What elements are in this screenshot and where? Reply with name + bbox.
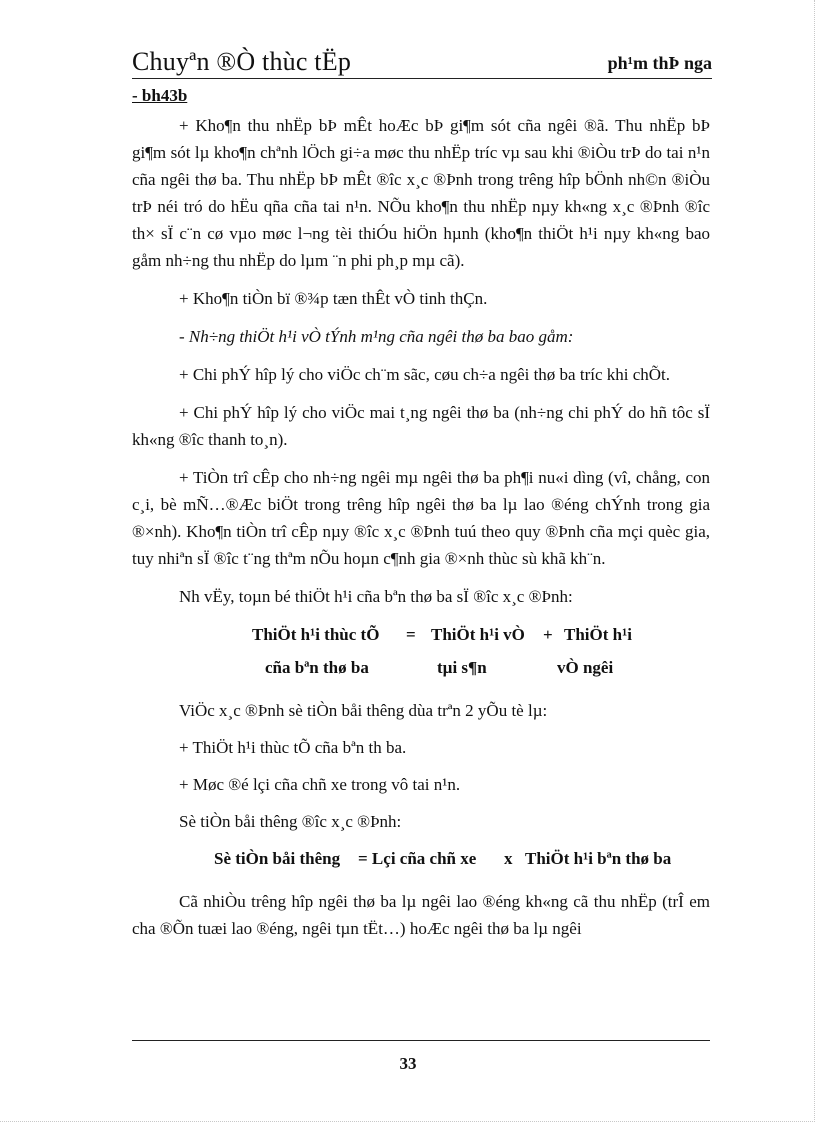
paragraph-allowance: + TiÒn trî cÊp cho nh÷ng ngêi mµ ngêi thø ba ph¶i nu«i dìng (vî, chång, con c¸i, bè mÑ…®Æc biÖt trong trêng hîp ngêi thø ba lµ lao ®éng chÝnh trong gia ®×nh). Kho¶n tiÒn trî cÊp nµy ®îc x¸c ®Þnh tuú theo quy ®Þnh cña mçi quèc gia, tuy nhiªn sÏ ®îc t¨ng thªm nÕu hoµn c¶nh gia ®×nh thùc sù khã kh¨n. bbox=[132, 468, 710, 568]
formula-equals: = bbox=[406, 625, 416, 644]
formula-lhs-line2: cña bªn thø ba bbox=[265, 658, 369, 677]
formula-person-line2: vÒ ngêi bbox=[557, 658, 614, 677]
paragraph-no-income-cases: Cã nhiÒu trêng hîp ngêi thø ba lµ ngêi lao ®éng kh«ng cã thu nhËp (trÎ em cha ®Õn tuæi lao ®éng, ngêi tµn tËt…) hoÆc ngêi thø ba lµ ngêi bbox=[132, 892, 710, 938]
paragraph-care-cost: + Chi phÝ hîp lý cho viÖc ch¨m sãc, cøu ch÷a ngêi thø ba tríc khi chÕt. bbox=[179, 365, 671, 384]
paragraph-compensation-amount: Sè tiÒn båi thêng ®îc x¸c ®Þnh: bbox=[179, 812, 402, 831]
paragraph-funeral-cost: + Chi phÝ hîp lý cho viÖc mai t¸ng ngêi thø ba (nh÷ng chi phÝ do hñ tôc sÏ kh«ng ®îc thanh to¸n). bbox=[132, 403, 710, 449]
paragraph-life-damage-heading: - Nh÷ng thiÖt h¹i vÒ tÝnh m¹ng cña ngêi thø ba bao gåm: bbox=[179, 327, 574, 346]
formula-property-line2: tµi s¶n bbox=[437, 658, 487, 677]
formula2-fault: = Lçi cña chñ xe bbox=[358, 849, 477, 868]
page-header bbox=[132, 44, 712, 79]
formula-person-damage: ThiÖt h¹i bbox=[564, 625, 632, 644]
formula-total-damage-row2 bbox=[132, 654, 710, 687]
formula2-lhs: Sè tiÒn båi thêng bbox=[214, 849, 341, 868]
formula-compensation bbox=[132, 845, 710, 878]
paragraph-total-damage: Nh vËy, toµn bé thiÖt h¹i cña bªn thø ba sÏ ®îc x¸c ®Þnh: bbox=[179, 587, 573, 606]
paragraph-lost-income: + Kho¶n thu nhËp bÞ mÊt hoÆc bÞ gi¶m sót cña ngêi ®ã. Thu nhËp bÞ gi¶m sót lµ kho¶n chªnh lÖch gi÷a møc thu nhËp tríc vµ sau khi ®iÒu trÞ do tai n¹n cña ngêi thø ba. Thu nhËp bÞ mÊt ®îc x¸c ®Þnh trong trêng hîp bÖnh nh©n ®iÒu trÞ néi tró do hËu qña cña tai n¹n. NÕu kho¶n thu nhËp nµy kh«ng x¸c ®Þnh ®îc th× sÏ c¨n cø vµo møc l¬ng tèi thiÓu hiÖn hµnh (kho¶n thiÖt h¹i nµy kh«ng bao gåm nh÷ng thu nhËp do lµm ¨n phi ph¸p mµ cã). bbox=[132, 116, 710, 270]
header-author: ph¹m thÞ nga bbox=[607, 53, 712, 73]
paragraph-actual-damage: + ThiÖt h¹i thùc tÕ cña bªn th ba. bbox=[179, 738, 407, 757]
formula-plus: + bbox=[543, 625, 553, 644]
paragraph-fault-level: + Møc ®é lçi cña chñ xe trong vô tai n¹n. bbox=[179, 775, 461, 794]
formula-lhs: ThiÖt h¹i thùc tÕ bbox=[252, 625, 380, 644]
paragraph-mental-damage: + Kho¶n tiÒn bï ®¾p tæn thÊt vÒ tinh thÇn. bbox=[179, 289, 488, 308]
formula2-damage: ThiÖt h¹i bªn thø ba bbox=[525, 849, 672, 868]
body-text bbox=[132, 112, 710, 953]
page-number: 33 bbox=[399, 1054, 417, 1073]
formula2-times: x bbox=[504, 849, 513, 868]
footer-divider bbox=[132, 1040, 710, 1041]
document-code: - bh43b bbox=[132, 86, 188, 105]
paragraph-compensation-basis: ViÖc x¸c ®Þnh sè tiÒn båi thêng dùa trªn 2 yÕu tè lµ: bbox=[179, 701, 548, 720]
header-title: Chuyªn ®Ò thùc tËp bbox=[132, 47, 352, 76]
formula-property-damage: ThiÖt h¹i vÒ bbox=[431, 625, 525, 644]
formula-total-damage-row1 bbox=[132, 621, 710, 654]
